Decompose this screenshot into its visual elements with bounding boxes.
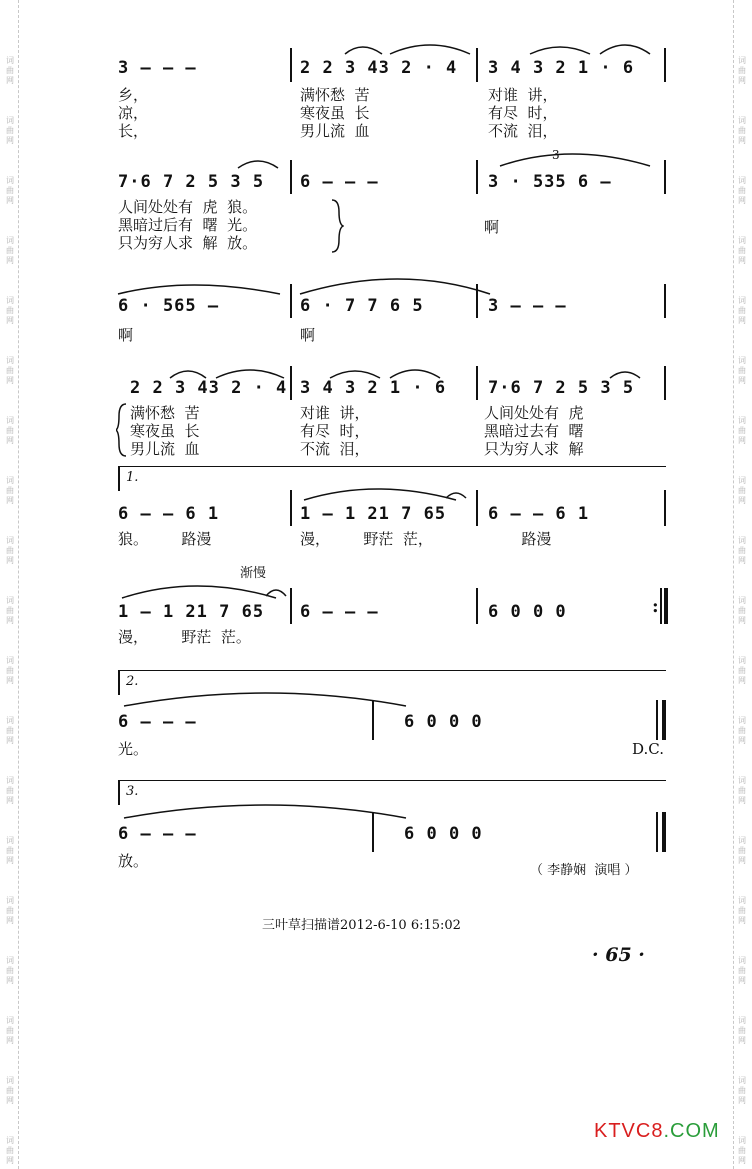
measure-1-notes: 1 – 1 21 7 65 bbox=[118, 602, 265, 622]
measure-1-notes: 2 2 3 43 2 · 4 bbox=[130, 378, 288, 398]
watermark-text: 词 曲 网 bbox=[6, 116, 14, 145]
watermark-text: 词 曲 网 bbox=[6, 596, 14, 625]
measure-3-notes: 3 4 3 2 1 · 6 bbox=[488, 58, 635, 78]
watermark-text: 词 曲 网 bbox=[738, 836, 746, 865]
lyric-line-2-col-3: 有尽 时， bbox=[488, 104, 558, 122]
slur-marks bbox=[296, 476, 476, 504]
measure-3-notes: 7·6 7 2 5 3 5 bbox=[488, 378, 635, 398]
watermark-text: 词 曲 网 bbox=[738, 596, 746, 625]
watermark-text: 词 曲 网 bbox=[738, 1136, 746, 1165]
barline bbox=[664, 490, 666, 526]
slur-marks bbox=[116, 684, 416, 710]
watermark-text: 词 曲 网 bbox=[738, 56, 746, 85]
slur-marks bbox=[116, 572, 296, 602]
volta-number: 2. bbox=[126, 674, 139, 689]
site-logo bbox=[594, 1120, 720, 1143]
watermark-text: 词 曲 网 bbox=[6, 416, 14, 445]
watermark-text: 词 曲 网 bbox=[6, 836, 14, 865]
watermark-text: 词 曲 网 bbox=[738, 1016, 746, 1045]
barline bbox=[372, 700, 374, 740]
performer-credit: （ 李静娴 演唱 ） bbox=[530, 863, 638, 878]
lyric-line-2-col-1: 凉， bbox=[118, 104, 149, 122]
triplet-marker: 3 bbox=[552, 148, 560, 162]
watermark-text: 词 曲 网 bbox=[738, 356, 746, 385]
lyric-col-3: 路漫 bbox=[488, 530, 552, 548]
da-capo-marking: D.C. bbox=[632, 740, 664, 758]
barline bbox=[476, 588, 478, 624]
lyric-line-1-col-1: 人间处处有 虎 狼。 bbox=[118, 198, 258, 216]
watermark-text: 词 曲 网 bbox=[6, 236, 14, 265]
lyric-line-2-col-1: 黑暗过后有 曙 光。 bbox=[118, 216, 258, 234]
final-barline bbox=[664, 588, 668, 624]
watermark-text: 词 曲 网 bbox=[738, 536, 746, 565]
site-logo-part-a: KTVC8 bbox=[594, 1120, 664, 1142]
measure-3-notes: 3 · 535 6 – bbox=[488, 172, 612, 192]
lyric-line-2-col-1: 寒夜虽 长 bbox=[130, 422, 200, 440]
barline bbox=[656, 812, 658, 852]
watermark-text: 词 曲 网 bbox=[738, 1076, 746, 1105]
measure-3-notes: 6 – – 6 1 bbox=[488, 504, 590, 524]
watermark-text: 词 曲 网 bbox=[6, 776, 14, 805]
lyric-col-2: 啊 bbox=[300, 326, 316, 344]
lyric-col-1: 光。 bbox=[118, 740, 149, 758]
barline bbox=[372, 812, 374, 852]
watermark-text: 词 曲 网 bbox=[738, 716, 746, 745]
barline bbox=[290, 490, 292, 526]
barline bbox=[290, 48, 292, 82]
lyric-line-3-col-3: 只为穷人求 解 bbox=[484, 440, 584, 458]
page-number: · 65 · bbox=[592, 944, 645, 966]
watermark-text: 词 曲 网 bbox=[6, 896, 14, 925]
barline bbox=[290, 588, 292, 624]
watermark-text: 词 曲 网 bbox=[6, 1076, 14, 1105]
watermark-text: 词 曲 网 bbox=[738, 416, 746, 445]
measure-1-notes: 7·6 7 2 5 3 5 bbox=[118, 172, 265, 192]
barline bbox=[660, 588, 662, 624]
slur-marks bbox=[160, 358, 670, 382]
lyric-col-1: 狼。 路漫 bbox=[118, 530, 212, 548]
lyric-col-1: 放。 bbox=[118, 852, 149, 870]
watermark-text: 词 曲 网 bbox=[6, 536, 14, 565]
slur-marks bbox=[110, 268, 510, 298]
watermark-text: 词 曲 网 bbox=[738, 476, 746, 505]
brace-mark bbox=[330, 198, 344, 254]
lyric-line-3-col-1: 男儿流 血 bbox=[130, 440, 200, 458]
watermark-text: 词 曲 网 bbox=[738, 656, 746, 685]
measure-2-notes: 6 0 0 0 bbox=[404, 824, 483, 844]
site-logo-part-b: .COM bbox=[663, 1120, 720, 1142]
measure-2-notes: 3 4 3 2 1 · 6 bbox=[300, 378, 447, 398]
repeat-dots: : bbox=[652, 596, 659, 617]
lyric-line-3-col-1: 长， bbox=[118, 122, 149, 140]
measure-1-notes: 6 – – – bbox=[118, 712, 197, 732]
watermark-text: 词 曲 网 bbox=[6, 356, 14, 385]
watermark-text: 词 曲 网 bbox=[6, 296, 14, 325]
measure-2-notes: 6 · 7 7 6 5 bbox=[300, 296, 424, 316]
final-barline bbox=[662, 700, 666, 740]
measure-3-notes: 6 0 0 0 bbox=[488, 602, 567, 622]
watermark-text: 词 曲 网 bbox=[6, 1016, 14, 1045]
lyric-line-3-col-3: 不流 泪， bbox=[488, 122, 558, 140]
lyric-line-1-col-1: 乡， bbox=[118, 86, 149, 104]
slur-marks bbox=[210, 148, 670, 172]
watermark-text: 词 曲 网 bbox=[6, 716, 14, 745]
measure-1-notes: 6 – – 6 1 bbox=[118, 504, 220, 524]
measure-2-notes: 2 2 3 43 2 · 4 bbox=[300, 58, 458, 78]
barline bbox=[656, 700, 658, 740]
lyric-line-1-col-2: 对谁 讲， bbox=[300, 404, 370, 422]
measure-2-notes: 6 – – – bbox=[300, 172, 379, 192]
watermark-text: 词 曲 网 bbox=[6, 956, 14, 985]
watermark-text: 词 曲 网 bbox=[6, 1136, 14, 1165]
barline bbox=[476, 490, 478, 526]
watermark-text: 词 曲 网 bbox=[738, 776, 746, 805]
watermark-text: 词 曲 网 bbox=[6, 176, 14, 205]
lyric-col-2: 漫， 野茫 茫， bbox=[300, 530, 433, 548]
watermark-text: 词 曲 网 bbox=[6, 476, 14, 505]
measure-3-notes: 3 – – – bbox=[488, 296, 567, 316]
slur-marks bbox=[340, 38, 670, 58]
lyric-line-2-col-3: 黑暗过去有 曙 bbox=[484, 422, 584, 440]
lyric-line-1-col-1: 满怀愁 苦 bbox=[130, 404, 200, 422]
watermark-text: 词 曲 网 bbox=[6, 56, 14, 85]
watermark-text: 词 曲 网 bbox=[738, 896, 746, 925]
volta-number: 3. bbox=[126, 784, 139, 799]
lyric-line-2-col-2: 有尽 时， bbox=[300, 422, 370, 440]
final-barline bbox=[662, 812, 666, 852]
measure-1-notes: 6 – – – bbox=[118, 824, 197, 844]
lyric-line-1-col-3: 啊 bbox=[484, 218, 500, 236]
tempo-marking: 渐慢 bbox=[240, 566, 267, 581]
watermark-text: 词 曲 网 bbox=[6, 656, 14, 685]
watermark-text: 词 曲 网 bbox=[738, 296, 746, 325]
measure-2-notes: 6 0 0 0 bbox=[404, 712, 483, 732]
watermark-text: 词 曲 网 bbox=[738, 176, 746, 205]
brace-mark bbox=[116, 402, 128, 458]
watermark-text: 词 曲 网 bbox=[738, 116, 746, 145]
watermark-text: 词 曲 网 bbox=[738, 236, 746, 265]
lyric-col-1: 啊 bbox=[118, 326, 134, 344]
measure-1-notes: 6 · 565 – bbox=[118, 296, 220, 316]
lyric-line-3-col-2: 男儿流 血 bbox=[300, 122, 370, 140]
scan-note: 三叶草扫描谱2012-6-10 6:15:02 bbox=[262, 918, 461, 933]
slur-marks bbox=[116, 796, 416, 822]
barline bbox=[664, 284, 666, 318]
lyric-line-3-col-1: 只为穷人求 解 放。 bbox=[118, 234, 258, 252]
measure-2-notes: 6 – – – bbox=[300, 602, 379, 622]
lyric-line-1-col-2: 满怀愁 苦 bbox=[300, 86, 370, 104]
watermark-text: 词 曲 网 bbox=[738, 956, 746, 985]
lyric-col-1: 漫， 野茫 茫。 bbox=[118, 628, 251, 646]
measure-1-notes: 3 – – – bbox=[118, 58, 197, 78]
lyric-line-1-col-3: 人间处处有 虎 bbox=[484, 404, 584, 422]
lyric-line-3-col-2: 不流 泪， bbox=[300, 440, 370, 458]
lyric-line-2-col-2: 寒夜虽 长 bbox=[300, 104, 370, 122]
volta-number: 1. bbox=[126, 470, 139, 485]
measure-2-notes: 1 – 1 21 7 65 bbox=[300, 504, 447, 524]
lyric-line-1-col-3: 对谁 讲， bbox=[488, 86, 558, 104]
